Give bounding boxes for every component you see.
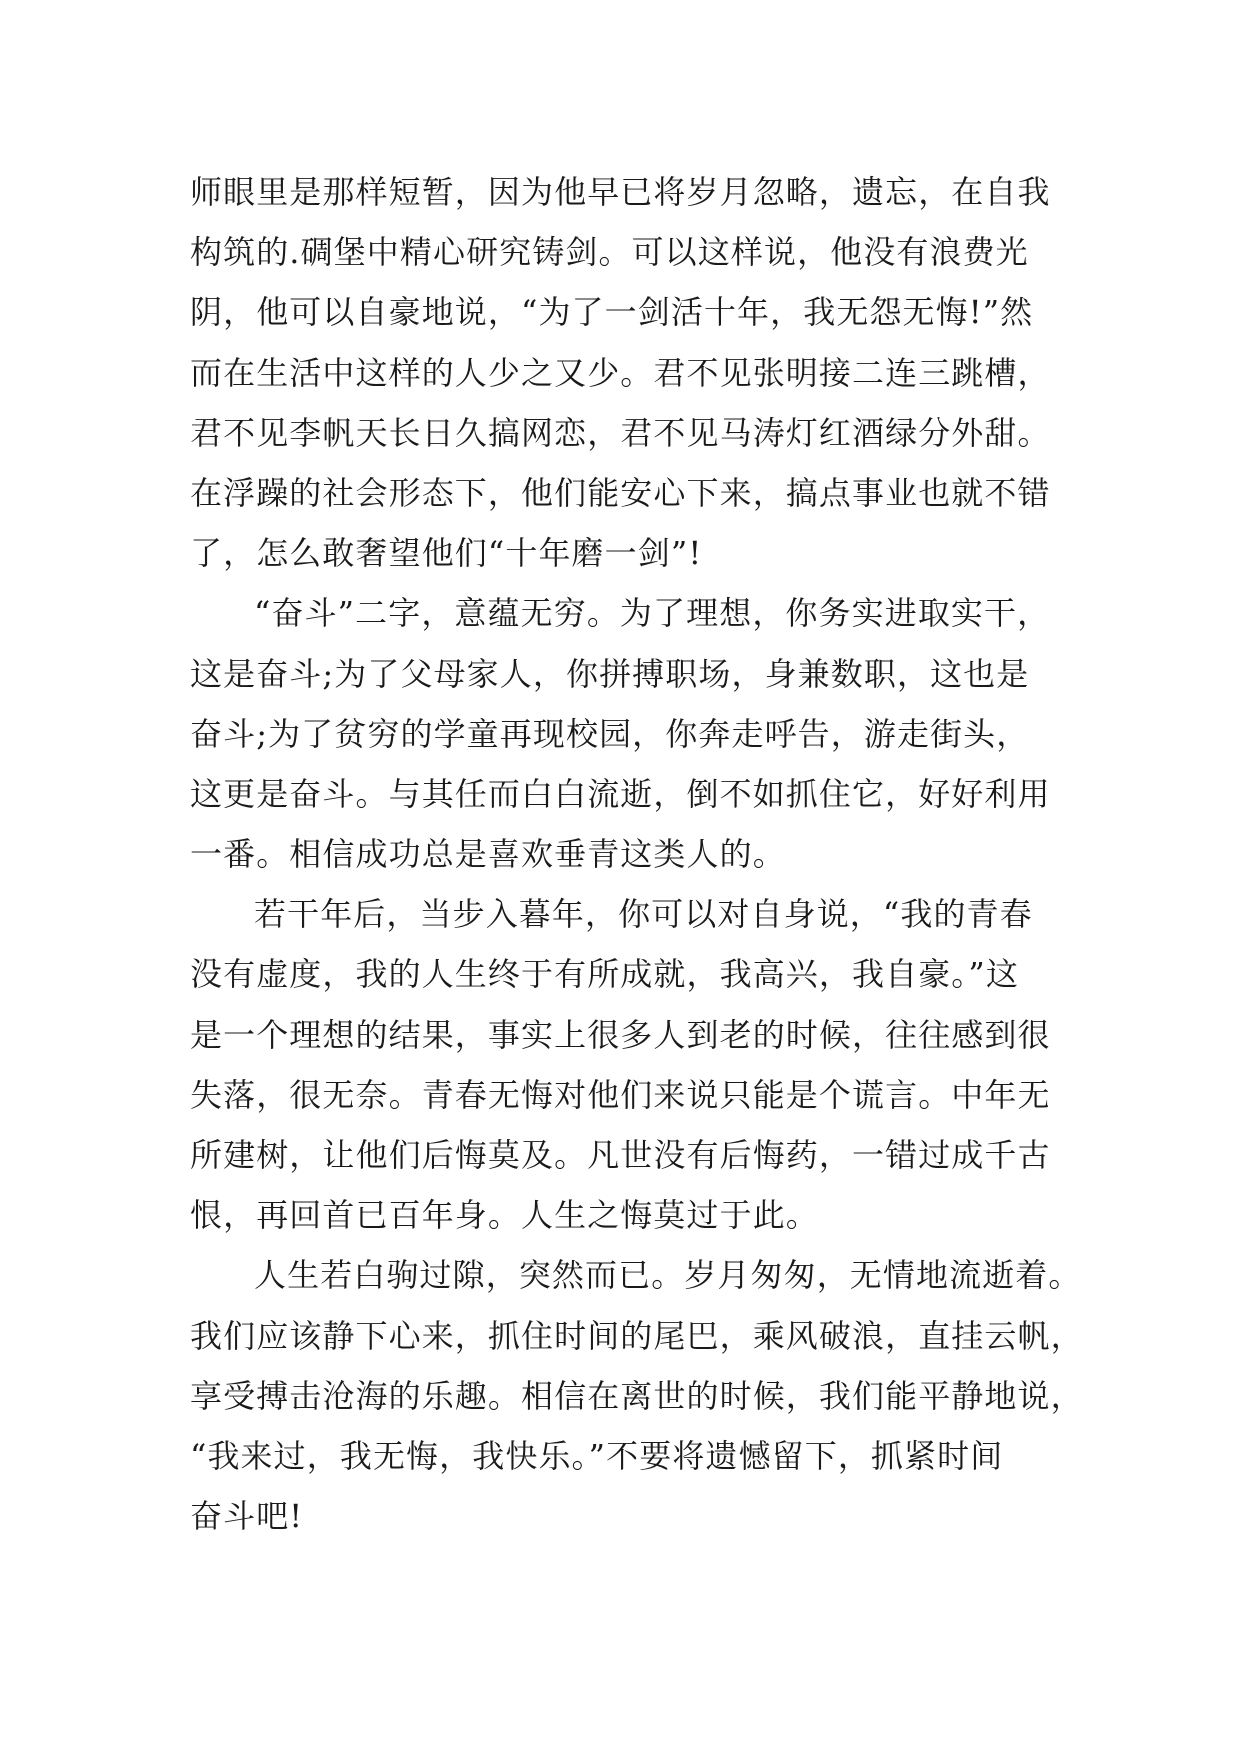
paragraph-line: “我来过，我无悔，我快乐。”不要将遗憾留下，抓紧时间 [190, 1436, 1004, 1475]
paragraph-line: 君不见李帆天长日久搞网恋，君不见马涛灯红酒绿分外甜。 [190, 413, 1051, 452]
paragraph-line: 我们应该静下心来，抓住时间的尾巴，乘风破浪，直挂云帆， [190, 1316, 1084, 1355]
paragraph-first-line: “奋斗”二字，意蕴无穷。为了理想，你务实进取实干， [254, 594, 1051, 633]
paragraph-first-line: 人生若白驹过隙，突然而已。岁月匆匆，无情地流逝着。 [254, 1256, 1082, 1295]
paragraph-line: 没有虚度，我的人生终于有所成就，我高兴，我自豪。”这 [190, 955, 1019, 994]
paragraph-line: 了，怎么敢奢望他们“十年磨一剑”! [190, 534, 703, 573]
paragraph-first-line: 若干年后，当步入暮年，你可以对自身说，“我的青春 [254, 895, 1033, 934]
paragraph-line: 在浮躁的社会形态下，他们能安心下来，搞点事业也就不错 [190, 473, 1051, 512]
paragraph-line: 构筑的.碉堡中精心研究铸剑。可以这样说，他没有浪费光 [190, 233, 1029, 272]
paragraph-line: 一番。相信成功总是喜欢垂青这类人的。 [190, 835, 786, 874]
paragraph-line: 师眼里是那样短暂，因为他早已将岁月忽略，遗忘，在自我 [190, 173, 1051, 211]
paragraph-line: 阴，他可以自豪地说，“为了一剑活十年，我无怨无悔!”然 [190, 293, 1034, 332]
paragraph-line: 是一个理想的结果，事实上很多人到老的时候，往往感到很 [190, 1015, 1051, 1054]
paragraph-line: 所建树，让他们后悔莫及。凡世没有后悔药，一错过成千古 [190, 1136, 1051, 1174]
paragraph-line: 而在生活中这样的人少之又少。君不见张明接二连三跳槽， [190, 353, 1051, 392]
document-body [190, 162, 1084, 1546]
paragraph-line: 享受搏击沧海的乐趣。相信在离世的时候，我们能平静地说， [190, 1376, 1084, 1415]
paragraph-line: 这更是奋斗。与其任而白白流逝，倒不如抓住它，好好利用 [190, 774, 1051, 813]
paragraph-line: 恨，再回首已百年身。人生之悔莫过于此。 [190, 1196, 819, 1235]
paragraph-line: 失落，很无奈。青春无悔对他们来说只能是个谎言。中年无 [190, 1075, 1051, 1114]
paragraph-line: 这是奋斗;为了父母家人，你拼搏职场，身兼数职，这也是 [190, 654, 1030, 693]
paragraph-line: 奋斗;为了贫穷的学童再现校园，你奔走呼告，游走街头， [190, 714, 1030, 753]
paragraph-line: 奋斗吧! [190, 1497, 304, 1536]
